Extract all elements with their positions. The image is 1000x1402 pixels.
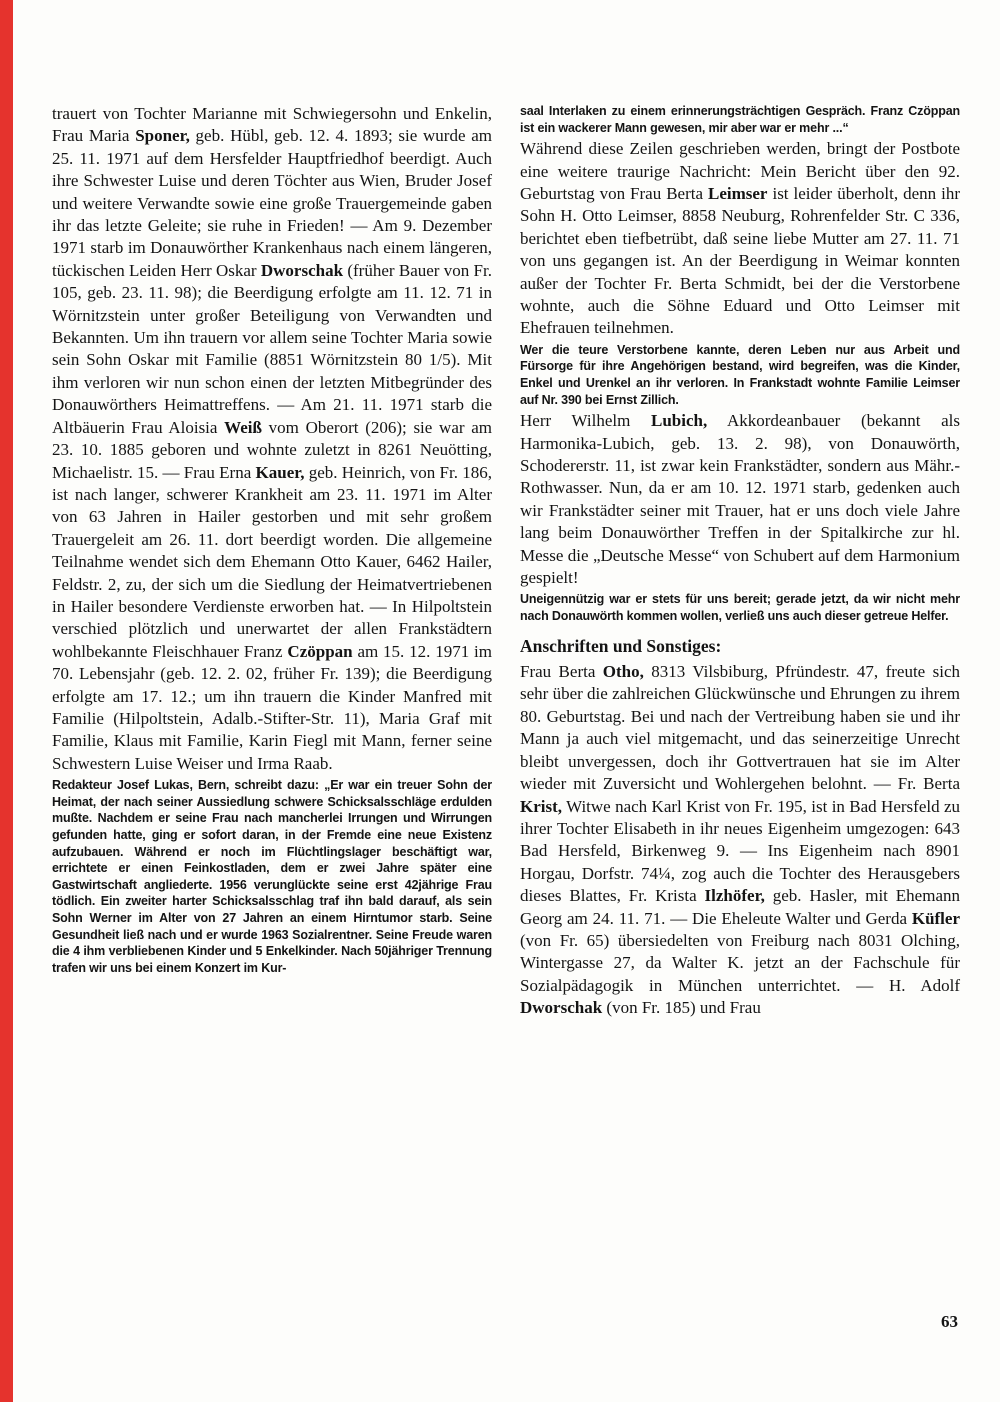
- red-edge-strip: [0, 0, 13, 1402]
- paragraph: trauert von Tochter Marianne mit Schwiegersohn und Enkelin, Frau Maria Sponer, geb. Hübl, geb. 12. 4. 1893; sie wurde am 25. 11. 1971 auf dem Hersfelder Hauptfriedhof beerdigt. Auch ihre Schwester Luise und deren Töchter aus Wien, Bruder Josef und weitere Verwandte sowie eine große Trauergemeinde gaben ihr das letzte Geleite; sie ruhe in Frieden! — Am 9. Dezember 1971 starb im Donauwörther Krankenhaus nach einem längeren, tückischen Leiden Herr Oskar Dworschak (früher Bauer von Fr. 105, geb. 23. 11. 98); die Beerdigung erfolgte am 11. 12. 71 in Wörnitzstein unter großer Beteiligung von Verwandten und Bekannten. Um ihn trauern vor allem seine Tochter Maria sowie sein Sohn Oskar mit Familie (8851 Wörnitzstein 80 1/5). Mit ihm verloren wir nun schon einen der letzten Mitbegründer des Donauwörthers Heimattreffens. — Am 21. 11. 1971 starb die Altbäuerin Frau Aloisia Weiß vom Oberort (206); sie war am 23. 10. 1885 geboren und wohnte zuletzt in 8261 Neuötting, Michaelistr. 15. — Frau Erna Kauer, geb. Heinrich, von Fr. 186, ist nach langer, schwerer Krankheit am 23. 11. 1971 im Alter von 63 Jahren in Hailer gestorben und mit sehr großem Trauergeleit am 26. 11. dort beerdigt worden. Die allgemeine Teilnahme wendet sich dem Ehemann Otto Kauer, 6462 Hailer, Feldstr. 2, zu, der sich um die Siedlung der Heimatvertriebenen in Hailer besondere Verdienste erworben hat. — In Hilpoltstein verschied plötzlich und unerwartet der allen Frankstädtern wohlbekannte Fleischhauer Franz Czöppan am 15. 12. 1971 im 70. Lebensjahr (geb. 12. 2. 02, früher Fr. 139); die Beerdigung erfolgte am 17. 12.; um ihn trauern die Kinder Manfred mit Familie (Hilpoltstein, Adalb.-Stifter-Str. 11), Maria Graf mit Familie, Klaus mit Familie, Karin Fiegl mit Mann, ferner seine Schwestern Luise Weiser und Irma Raab.: [52, 104, 493, 773]
- page-number: 63: [941, 1312, 958, 1331]
- right-column: [520, 103, 960, 1020]
- left-column: [52, 103, 492, 1020]
- text-columns: [52, 103, 960, 1020]
- paragraph: saal Interlaken zu einem erinnerungsträchtigen Gespräch. Franz Czöppan ist ein wackerer Mann gewesen, mir aber war er mehr ...“: [520, 104, 960, 135]
- section-heading: Anschriften und Sonstiges:: [520, 635, 722, 656]
- paragraph: Während diese Zeilen geschrieben werden, bringt der Postbote eine weitere traurige Nachricht: Mein Bericht über den 92. Geburtstag von Frau Berta Leimser ist leider überholt, denn ihr Sohn H. Otto Leimser, 8858 Neuburg, Rohrenfelder Str. C 336, berichtet eben tiefbetrübt, daß seine liebe Mutter am 27. 11. 71 von uns gegangen ist. An der Beerdigung in Weimar konnten außer der Tochter Fr. Berta Schmidt, bei der die Verstorbene wohnte, auch die Söhne Eduard und Otto Leimser mit Ehefrauen teilnehmen.: [520, 139, 960, 338]
- paragraph: Uneigennützig war er stets für uns bereit; gerade jetzt, da wir nicht mehr nach Donauwörth kommen wollen, verließ uns auch dieser getreue Helfer.: [520, 592, 960, 624]
- paragraph: Frau Berta Otho, 8313 Vilsbiburg, Pfründestr. 47, freute sich sehr über die zahlreichen Glückwünsche und Ehrungen zu ihrem 80. Geburtstag. Bei und nach der Vertreibung haben sie und ihr Mann ja auch viel mitgemacht, und das seinerzeitige Unrecht bleibt unvergessen, doch ihr Gottvertrauen hat sie im Alter wieder mit Zuversicht und Wohlergehen belohnt. — Fr. Berta Krist, Witwe nach Karl Krist von Fr. 195, ist in Bad Hersfeld zu ihrer Tochter Elisabeth in ihr neues Eigenheim umgezogen: 643 Bad Hersfeld, Birkenweg 9. — Ins Eigenheim nach 8901 Horgau, Dorfstr. 74¼, zog auch die Tochter des Herausgebers dieses Blattes, Fr. Krista Ilzhöfer, geb. Hasler, mit Ehemann Georg am 24. 11. 71. — Die Eheleute Walter und Gerda Küfler (von Fr. 65) übersiedelten von Freiburg nach 8031 Olching, Wintergasse 27, da Walter K. jetzt an der Fachschule für Sozialpädagogik in München unterrichtet. — H. Adolf Dworschak (von Fr. 185) und Frau: [520, 662, 960, 1018]
- paragraph: Herr Wilhelm Lubich, Akkordeanbauer (bekannt als Harmonika-Lubich, geb. 13. 2. 98), von Donauwörth, Schodererstr. 11, ist zwar kein Frankstädter, sondern aus Mähr.-Rothwasser. Nun, da er am 10. 12. 1971 starb, gedenken auch wir Frankstädter seiner mit Trauer, hat er uns doch viele Jahre lang beim Donauwörther Treffen in der Spitalkirche zur hl. Messe die „Deutsche Messe“ von Schubert auf dem Harmonium gespielt!: [520, 411, 961, 588]
- paragraph: Wer die teure Verstorbene kannte, deren Leben nur aus Arbeit und Fürsorge für ihre Angehörigen bestand, wird begreifen, was die Kinder, Enkel und Urenkel an ihr verloren. In Frankstadt wohnte Familie Leimser auf Nr. 390 bei Ernst Zillich.: [520, 342, 960, 407]
- paragraph: Redakteur Josef Lukas, Bern, schreibt dazu: „Er war ein treuer Sohn der Heimat, der nach seiner Aussiedlung schwere Schicksalsschläge erdulden mußte. Nachdem er seine Frau nach mancherlei Irrungen und Wirrungen gefunden hatte, ging er sofort daran, in der Fremde eine neue Existenz aufzubauen. Während er noch im Flüchtlingslager beschäftigt war, errichtete er einen Feinkostladen, dem er zwei Jahre später eine Gastwirtschaft angliederte. 1956 verunglückte seine erst 42jährige Frau tödlich. Ein zweiter harter Schicksalsschlag traf ihn bald darauf, als sein Sohn Werner im Alter von 27 Jahren an einem Hirntumor starb. Seine Gesundheit ließ nach und er wurde 1963 Sozialrentner. Seine Freude waren die 4 ihm verbliebenen Kinder und 5 Enkelkinder. Nach 50jähriger Trennung trafen wir uns bei einem Konzert im Kur-: [52, 778, 492, 975]
